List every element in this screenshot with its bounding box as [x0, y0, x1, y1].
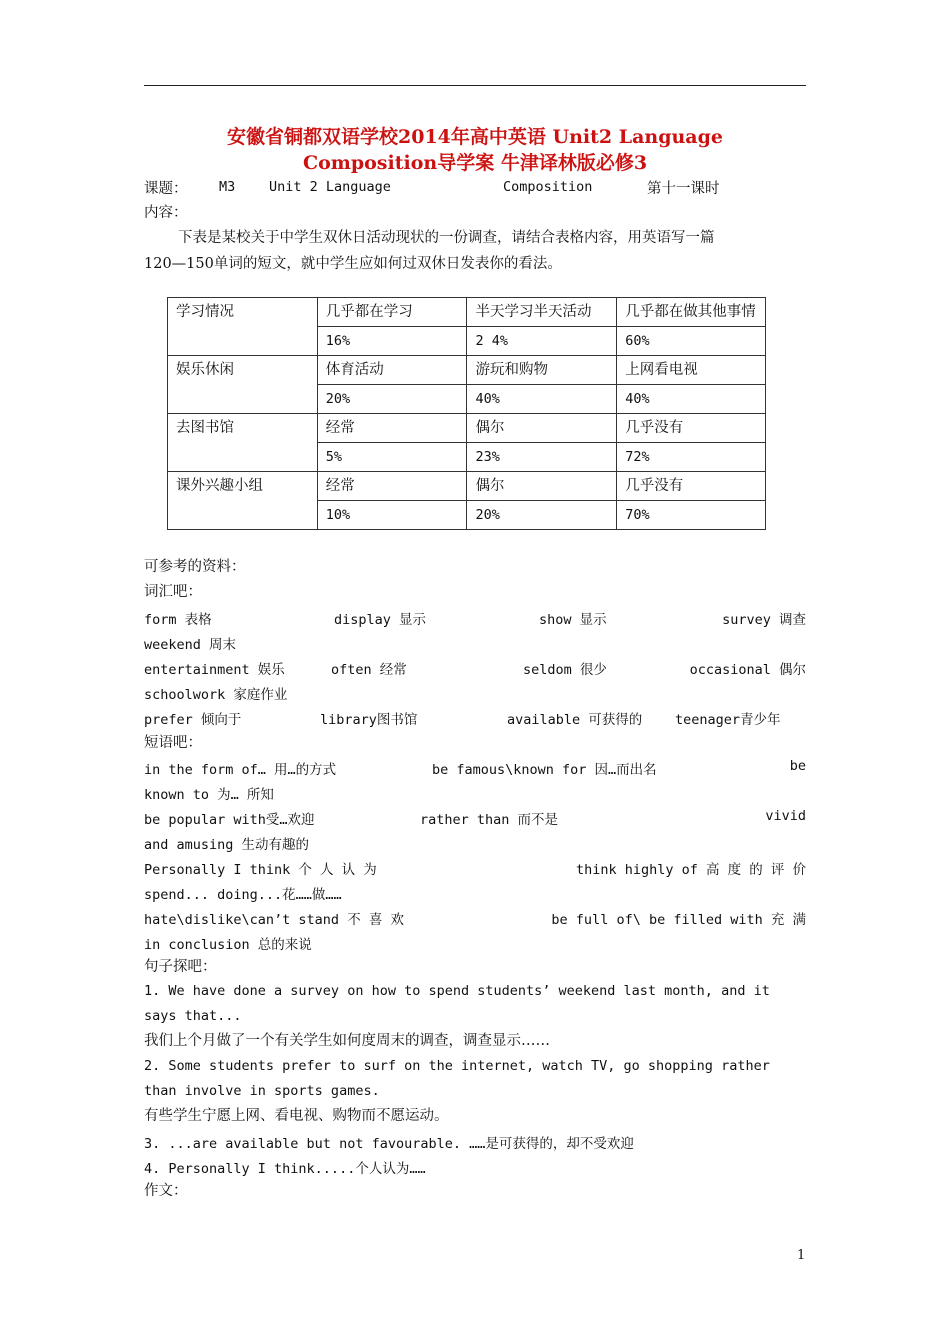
table-row: [168, 298, 766, 327]
table-cell: 20%: [467, 501, 617, 530]
sentence-item: 4. Personally I think.....个人认为……: [144, 1161, 426, 1177]
vocab-item: show 显示: [539, 612, 607, 628]
table-cell: 偶尔: [467, 472, 617, 501]
page-title-line1: 安徽省铜都双语学校2014年高中英语 Unit2 Language: [227, 126, 723, 148]
page-number: 1: [797, 1248, 806, 1263]
phrase-item: hate\dislike\can’t stand 不 喜 欢: [144, 912, 404, 928]
vocab-item: teenager青少年: [675, 712, 781, 728]
phrase-item: rather than 而不是: [420, 812, 559, 828]
module-label: M3: [219, 179, 236, 195]
sentence-item: 有些学生宁愿上网、看电视、购物而不愿运动。: [144, 1108, 449, 1124]
table-row: [168, 356, 766, 385]
essay-heading: 作文：: [144, 1183, 188, 1199]
phrase-item: be famous\known for 因…而出名: [432, 762, 657, 778]
vocab-heading: 词汇吧：: [144, 584, 202, 600]
sentence-item: 3. ...are available but not favourable. ……是可获得的，却不受欢迎: [144, 1136, 634, 1152]
table-cell: 5%: [317, 443, 467, 472]
table-cell: 72%: [617, 443, 766, 472]
vocab-item: entertainment 娱乐: [144, 662, 285, 678]
phrase-item: be: [789, 758, 806, 774]
table-cell: 20%: [317, 385, 467, 414]
table-cell: 23%: [467, 443, 617, 472]
vocab-item: library图书馆: [320, 712, 418, 728]
table-cell: 经常: [317, 414, 467, 443]
sentence-item: says that...: [144, 1008, 242, 1024]
table-cell: 上网看电视: [617, 356, 766, 385]
phrase-item: be full of\ be filled with 充 满: [551, 912, 806, 928]
vocab-item: available 可获得的: [507, 712, 643, 728]
phrase-item: in the form of… 用…的方式: [144, 762, 337, 778]
row-label: 课外兴趣小组: [168, 472, 318, 530]
table-cell: 几乎都在做其他事情: [617, 298, 766, 327]
table-cell: 70%: [617, 501, 766, 530]
sentence-item: 2. Some students prefer to surf on the internet, watch TV, go shopping rather: [144, 1058, 770, 1074]
phrase-item: vivid: [765, 808, 806, 824]
survey-table: [167, 297, 766, 530]
table-cell: 游玩和购物: [467, 356, 617, 385]
top-rule: [144, 85, 806, 86]
row-label: 去图书馆: [168, 414, 318, 472]
table-cell: 几乎没有: [617, 414, 766, 443]
reference-heading: 可参考的资料：: [144, 559, 246, 575]
period-label: 第十一课时: [647, 181, 720, 197]
section-label: Composition: [503, 179, 593, 195]
vocab-item: display 显示: [334, 612, 427, 628]
table-row: [168, 472, 766, 501]
table-cell: 60%: [617, 327, 766, 356]
sentence-item: 我们上个月做了一个有关学生如何度周末的调查，调查显示……: [144, 1033, 550, 1049]
vocab-item: often 经常: [331, 662, 407, 678]
table-cell: 体育活动: [317, 356, 467, 385]
table-cell: 2 4%: [467, 327, 617, 356]
phrase-item: be popular with受…欢迎: [144, 812, 315, 828]
intro-line2: 120—150单词的短文，就中学生应如何过双休日发表你的看法。: [144, 256, 562, 272]
page-title-line2: Composition导学案 牛津译林版必修3: [302, 152, 648, 174]
sentence-heading: 句子探吧：: [144, 959, 217, 975]
phrase-item: Personally I think 个 人 认 为: [144, 862, 377, 878]
table-cell: 40%: [467, 385, 617, 414]
table-cell: 10%: [317, 501, 467, 530]
topic-label: 课题：: [144, 181, 188, 197]
sentence-item: than involve in sports games.: [144, 1083, 380, 1099]
phrase-item: and amusing 生动有趣的: [144, 837, 310, 853]
phrase-item: known to 为… 所知: [144, 787, 274, 803]
vocab-item: seldom 很少: [523, 662, 607, 678]
row-label: 娱乐休闲: [168, 356, 318, 414]
phrase-heading: 短语吧：: [144, 735, 202, 751]
phrase-item: spend... doing...花……做……: [144, 887, 342, 903]
table-cell: 几乎没有: [617, 472, 766, 501]
table-cell: 半天学习半天活动: [467, 298, 617, 327]
table-cell: 16%: [317, 327, 467, 356]
table-cell: 偶尔: [467, 414, 617, 443]
sentence-item: 1. We have done a survey on how to spend students’ weekend last month, and it: [144, 983, 770, 999]
row-label: 学习情况: [168, 298, 318, 356]
table-cell: 40%: [617, 385, 766, 414]
intro-line1: 下表是某校关于中学生双休日活动现状的一份调查，请结合表格内容，用英语写一篇: [178, 230, 715, 246]
vocab-item: prefer 倾向于: [144, 712, 242, 728]
vocab-item: schoolwork 家庭作业: [144, 687, 288, 703]
vocab-item: survey 调查: [722, 612, 806, 628]
table-cell: 经常: [317, 472, 467, 501]
phrase-item: think highly of 高 度 的 评 价: [575, 862, 806, 878]
unit-label: Unit 2 Language: [269, 179, 391, 195]
table-cell: 几乎都在学习: [317, 298, 467, 327]
vocab-item: form 表格: [144, 612, 212, 628]
phrase-item: in conclusion 总的来说: [144, 937, 312, 953]
vocab-item: occasional 偶尔: [689, 662, 806, 678]
vocab-item: weekend 周末: [144, 637, 237, 653]
table-row: [168, 414, 766, 443]
content-label: 内容：: [144, 205, 188, 221]
